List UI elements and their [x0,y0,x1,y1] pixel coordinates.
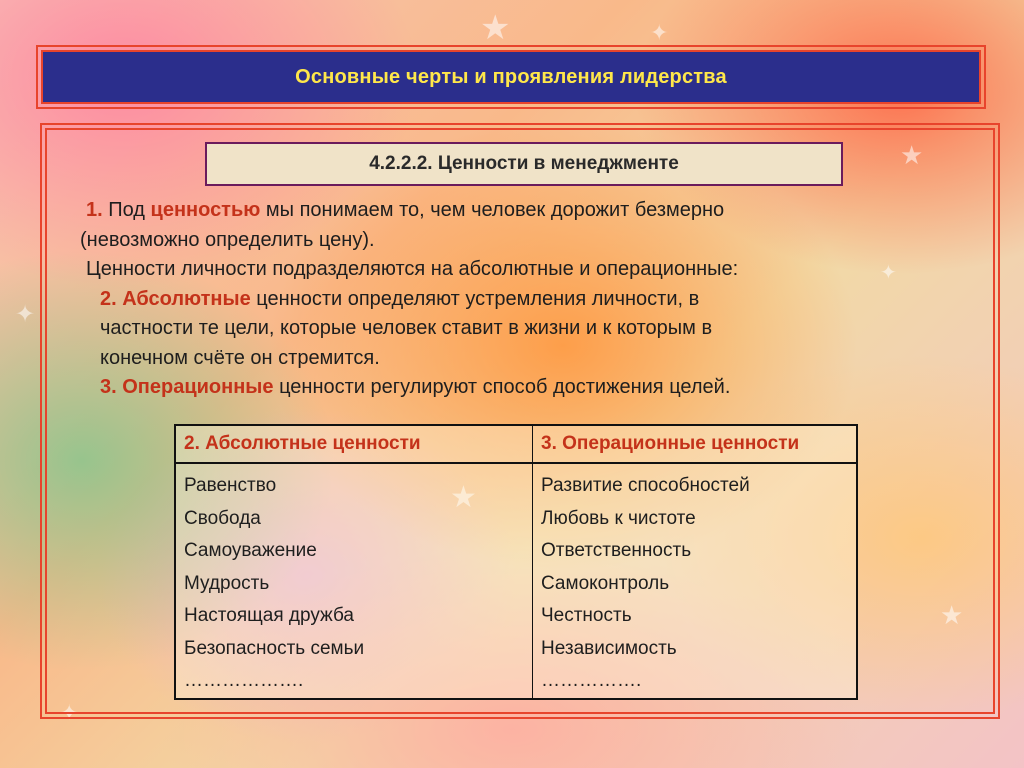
slide-subtitle: 4.2.2.2. Ценности в менеджменте [369,153,679,174]
star-icon: ✦ [650,20,669,45]
list-item: Честность [541,605,632,626]
operational-values-cell [533,463,858,699]
list-item: Ответственность [541,540,692,561]
list-item: Свобода [184,507,261,529]
list-item: ……………. [541,670,642,691]
title-inner [41,50,981,104]
list-item: Равенство [184,475,277,496]
star-icon: ★ [480,9,511,47]
star-icon: ★ [900,140,924,170]
star-icon: ✦ [880,262,897,284]
column-header-absolute: 2. Абсолютные ценности [175,425,533,463]
text-fragment: мы понимаем то, чем человек дорожит безмерно [260,199,725,221]
text-fragment: Под [102,199,151,221]
paragraph-line [80,285,960,315]
star-icon: ✦ [60,700,79,725]
text-fragment: ценности регулируют способ достижения целей. [273,376,731,398]
title-bar [36,45,986,109]
item-number: 1. [86,199,103,221]
slide-title: Основные черты и проявления лидерства [295,65,727,88]
body-text [80,196,960,403]
star-icon: ★ [940,600,964,630]
list-item: Развитие способностей [541,475,750,496]
paragraph-line [80,373,960,403]
list-item: Настоящая дружба [184,605,354,626]
table-header-row [175,425,857,463]
list-item: Независимость [541,637,677,659]
values-table [174,424,858,700]
paragraph-line [80,196,960,226]
list-item: Безопасность семьи [184,637,365,659]
list-item: ………………. [184,670,304,691]
highlight-term: 3. Операционные [100,376,274,398]
star-icon: ★ [450,481,477,514]
text-fragment: ценности определяют устремления личности, в [250,287,700,310]
list-item: Любовь к чистоте [541,507,696,529]
star-icon: ✦ [15,301,36,328]
list-item: Самоконтроль [541,572,670,594]
highlight-term: ценностью [150,199,261,221]
table-row [175,463,857,699]
column-header-operational: 3. Операционные ценности [533,425,858,463]
list-item: Мудрость [184,572,270,594]
list-item: Самоуважение [184,540,317,561]
paragraph-line: частности те цели, которые человек ставит в жизни и к которым в [100,317,713,339]
paragraph-line: (невозможно определить цену). [80,228,375,251]
highlight-term: 2. Абсолютные [100,287,251,310]
absolute-values-cell [175,463,533,699]
paragraph-line: Ценности личности подразделяются на абсолютные и операционные: [86,258,739,280]
paragraph-line: конечном счёте он стремится. [100,346,380,369]
subtitle-box [205,142,843,186]
